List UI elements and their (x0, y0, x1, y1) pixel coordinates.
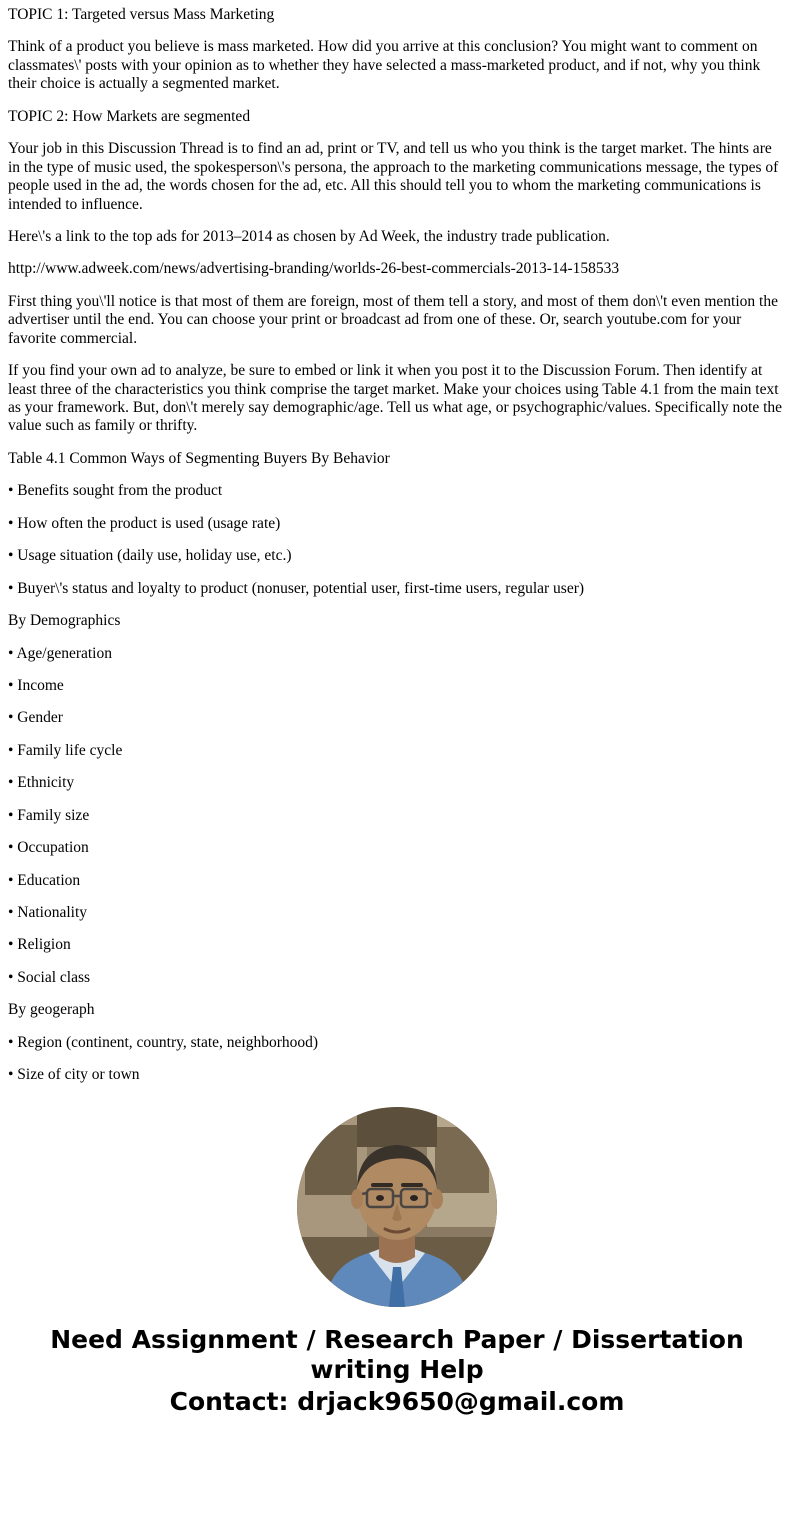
portrait-photo-icon (297, 1107, 497, 1307)
footer-contact (8, 1325, 786, 1417)
paragraph: http://www.adweek.com/news/advertising-branding/worlds-26-best-commercials-2013-14-158533 (8, 260, 620, 278)
paragraph: Table 4.1 Common Ways of Segmenting Buyers By Behavior (8, 449, 390, 467)
avatar (297, 1107, 497, 1307)
list-item: • How often the product is used (usage rate) (8, 514, 281, 532)
footer-line-2: Contact: drjack9650@gmail.com (169, 1386, 625, 1416)
paragraph: If you find your own ad to analyze, be sure to embed or link it when you post it to the Discussion Forum. Then identify at least three of the characteristics you think comprise the target market. Make your choices using Table 4.1 from the main text as your framework. But, don\'t merely say demographic/age. Tell us what age, or psychographic/values. Specifically note the value such as family or thrifty. (8, 362, 783, 435)
document-body (8, 6, 786, 1085)
list-item: • Buyer\'s status and loyalty to product (nonuser, potential user, first-time users, regular user) (8, 579, 585, 597)
paragraph: Here\'s a link to the top ads for 2013–2014 as chosen by Ad Week, the industry trade publication. (8, 227, 610, 245)
paragraph: By geogeraph (8, 1001, 95, 1019)
paragraph: TOPIC 1: Targeted versus Mass Marketing (8, 6, 275, 23)
list-item: • Religion (8, 936, 71, 954)
list-item: • Ethnicity (8, 774, 75, 792)
paragraph: Think of a product you believe is mass marketed. How did you arrive at this conclusion? You might want to comment on classmates\' posts with your opinion as to whether they have selected a mass-marketed product, and if not, why you think their choice is actually a segmented market. (8, 38, 761, 93)
paragraph: First thing you\'ll notice is that most of them are foreign, most of them tell a story, and most of them don\'t even mention the advertiser until the end. You can choose your print or broadcast ad from one of these. Or, search youtube.com for your favorite commercial. (8, 292, 778, 347)
list-item: • Social class (8, 968, 91, 986)
footer-line-1: Need Assignment / Research Paper / Dissertation writing Help (50, 1324, 744, 1384)
paragraph: By Demographics (8, 612, 121, 630)
list-item: • Nationality (8, 904, 88, 921)
list-item: • Education (8, 871, 81, 889)
list-item: • Family size (8, 806, 90, 824)
list-item: • Age/generation (8, 644, 112, 662)
paragraph: TOPIC 2: How Markets are segmented (8, 107, 251, 125)
list-item: • Family life cycle (8, 741, 123, 759)
list-item: • Benefits sought from the product (8, 482, 223, 500)
list-item: • Occupation (8, 839, 89, 857)
list-item: • Income (8, 676, 64, 694)
list-item: • Size of city or town (8, 1066, 140, 1084)
paragraph: Your job in this Discussion Thread is to find an ad, print or TV, and tell us who you think is the target market. The hints are in the type of music used, the spokesperson\'s persona, the approach to the marketing communications message, the types of people used in the ad, the words chosen for the ad, etc. All this should tell you to whom the marketing communications is intended to influence. (8, 140, 779, 213)
list-item: • Gender (8, 709, 63, 727)
list-item: • Region (continent, country, state, neighborhood) (8, 1033, 319, 1051)
list-item: • Usage situation (daily use, holiday use, etc.) (8, 547, 292, 565)
author-photo-container (8, 1107, 786, 1307)
